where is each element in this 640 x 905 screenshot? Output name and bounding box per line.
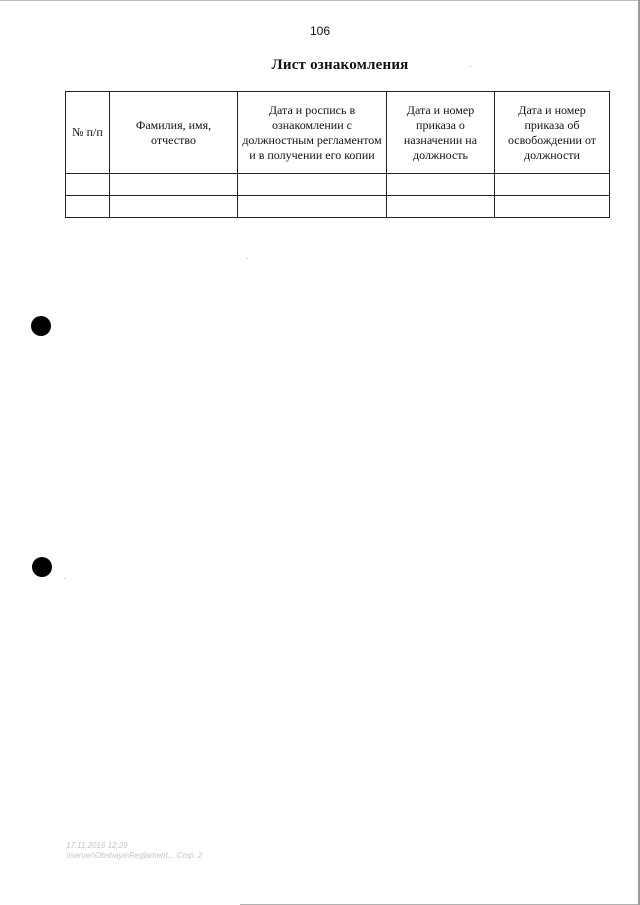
page-number: 106 bbox=[309, 24, 331, 38]
punch-hole-icon bbox=[31, 316, 51, 336]
table-cell bbox=[66, 196, 110, 218]
table-header-row bbox=[66, 92, 610, 174]
header-full-name: Фамилия, имя, отчество bbox=[110, 92, 238, 174]
table-row bbox=[66, 196, 610, 218]
table-row bbox=[66, 174, 610, 196]
table-cell bbox=[387, 196, 495, 218]
header-number: № п/п bbox=[66, 92, 110, 174]
table-cell bbox=[66, 174, 110, 196]
scan-speck bbox=[247, 258, 248, 259]
scan-speck bbox=[64, 578, 65, 579]
table-cell bbox=[495, 196, 610, 218]
punch-hole-icon bbox=[32, 557, 52, 577]
table-cell bbox=[110, 174, 238, 196]
table-cell bbox=[110, 196, 238, 218]
table-cell bbox=[387, 174, 495, 196]
page-edge-top bbox=[0, 0, 640, 1]
table-cell bbox=[238, 174, 387, 196]
header-acknowledgement-date-signature: Дата и роспись в ознакомлении с должностным регламентом и в получении его копии bbox=[238, 92, 387, 174]
page-title: Лист ознакомления bbox=[271, 57, 409, 73]
scan-speck bbox=[470, 66, 471, 67]
acknowledgement-table bbox=[65, 91, 610, 218]
footer-stamp-line: 17.11.2016 12:29 bbox=[66, 841, 128, 850]
header-dismissal-order: Дата и номер приказа об освобождении от должности bbox=[495, 92, 610, 174]
footer-stamp-line: \\server\Obshaya\Reglament... Стр. 2 bbox=[66, 851, 203, 860]
footer-stamp bbox=[66, 841, 202, 861]
table-cell bbox=[238, 196, 387, 218]
header-appointment-order: Дата и номер приказа о назначении на должность bbox=[387, 92, 495, 174]
table-cell bbox=[495, 174, 610, 196]
